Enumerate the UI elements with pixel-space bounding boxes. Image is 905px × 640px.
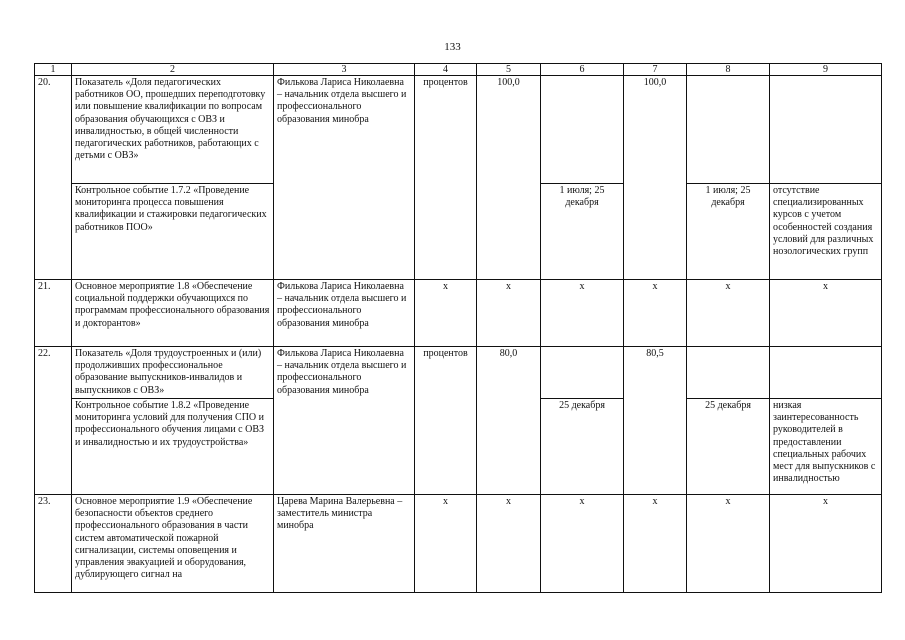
unit-cell: процентов bbox=[415, 76, 477, 184]
value-cell: 100,0 bbox=[477, 76, 541, 184]
empty-cell bbox=[770, 76, 882, 184]
responsible-person: Царева Марина Валерьевна – заместитель министра минобра bbox=[274, 495, 415, 593]
table-row bbox=[35, 280, 882, 347]
value-cell: х bbox=[477, 495, 541, 593]
value-cell: х bbox=[687, 280, 770, 347]
value-cell: х bbox=[541, 495, 624, 593]
event-text: Контрольное событие 1.8.2 «Проведение мониторинга условий для получения СПО и профессионального обучения лицами с ОВЗ и инвалидностью и их трудоустройства» bbox=[72, 399, 274, 495]
value-cell: х bbox=[770, 495, 882, 593]
empty-cell bbox=[687, 76, 770, 184]
empty-cell bbox=[415, 184, 477, 280]
value-cell: 100,0 bbox=[624, 76, 687, 184]
table-row bbox=[35, 495, 882, 593]
value-cell: х bbox=[624, 495, 687, 593]
value-cell: х bbox=[541, 280, 624, 347]
value-cell: х bbox=[624, 280, 687, 347]
column-header: 8 bbox=[687, 64, 770, 76]
header-row bbox=[35, 64, 882, 76]
column-header: 5 bbox=[477, 64, 541, 76]
responsible-person: Филькова Лариса Николаевна – начальник отдела высшего и профессионального образования минобра bbox=[274, 280, 415, 347]
column-header: 7 bbox=[624, 64, 687, 76]
value-cell: 80,0 bbox=[477, 347, 541, 399]
date-cell: 1 июля; 25 декабря bbox=[541, 184, 624, 280]
value-cell: х bbox=[415, 280, 477, 347]
risk-text: отсутствие специализированных курсов с учетом особенностей создания условий для различных нозологических групп bbox=[770, 184, 882, 280]
empty-cell bbox=[477, 184, 541, 280]
empty-cell bbox=[624, 184, 687, 280]
event-text: Основное мероприятие 1.9 «Обеспечение безопасности объектов среднего профессионального образования в части систем автоматической пожарной сигнализации, системы оповещения и управления эвакуацией и оборудования, дублирующего сигнал на bbox=[72, 495, 274, 593]
page-number: 133 bbox=[444, 41, 461, 53]
row-number: 23. bbox=[35, 495, 72, 593]
row-number: 21. bbox=[35, 280, 72, 347]
empty-cell bbox=[541, 76, 624, 184]
table-row bbox=[35, 76, 882, 184]
event-text: Контрольное событие 1.7.2 «Проведение мониторинга процесса повышения квалификации и стажировки педагогических работников ПОО» bbox=[72, 184, 274, 280]
date-cell: 25 декабря bbox=[541, 399, 624, 495]
empty-cell bbox=[770, 347, 882, 399]
unit-cell: процентов bbox=[415, 347, 477, 399]
table-row bbox=[35, 184, 882, 280]
responsible-person: Филькова Лариса Николаевна – начальник отдела высшего и профессионального образования минобра bbox=[274, 76, 415, 280]
event-text: Основное мероприятие 1.8 «Обеспечение социальной поддержки обучающихся по программам профессионального образования и докторантов» bbox=[72, 280, 274, 347]
indicator-text: Показатель «Доля трудоустроенных и (или) продолживших профессиональное образование выпускников-инвалидов и выпускников с ОВЗ» bbox=[72, 347, 274, 399]
value-cell: 80,5 bbox=[624, 347, 687, 399]
empty-cell bbox=[477, 399, 541, 495]
responsible-person: Филькова Лариса Николаевна – начальник отдела высшего и профессионального образования минобра bbox=[274, 347, 415, 495]
column-header: 1 bbox=[35, 64, 72, 76]
table-row bbox=[35, 347, 882, 399]
indicator-text: Показатель «Доля педагогических работников ОО, прошедших переподготовку или повышение квалификации по вопросам образования обучающихся с ОВЗ и инвалидностью, в общей численности педагогических работников, работающих с детьми с ОВЗ» bbox=[72, 76, 274, 184]
value-cell: х bbox=[477, 280, 541, 347]
risk-text: низкая заинтересованность руководителей в предоставлении специальных рабочих мест для выпускников с инвалидностью bbox=[770, 399, 882, 495]
date-cell: 25 декабря bbox=[687, 399, 770, 495]
empty-cell bbox=[541, 347, 624, 399]
column-header: 4 bbox=[415, 64, 477, 76]
value-cell: х bbox=[687, 495, 770, 593]
table-row bbox=[35, 399, 882, 495]
date-cell: 1 июля; 25 декабря bbox=[687, 184, 770, 280]
column-header: 6 bbox=[541, 64, 624, 76]
empty-cell bbox=[624, 399, 687, 495]
row-number: 20. bbox=[35, 76, 72, 280]
empty-cell bbox=[687, 347, 770, 399]
empty-cell bbox=[415, 399, 477, 495]
value-cell: х bbox=[415, 495, 477, 593]
row-number: 22. bbox=[35, 347, 72, 495]
column-header: 3 bbox=[274, 64, 415, 76]
column-header: 2 bbox=[72, 64, 274, 76]
value-cell: х bbox=[770, 280, 882, 347]
column-header: 9 bbox=[770, 64, 882, 76]
program-table bbox=[34, 63, 882, 593]
